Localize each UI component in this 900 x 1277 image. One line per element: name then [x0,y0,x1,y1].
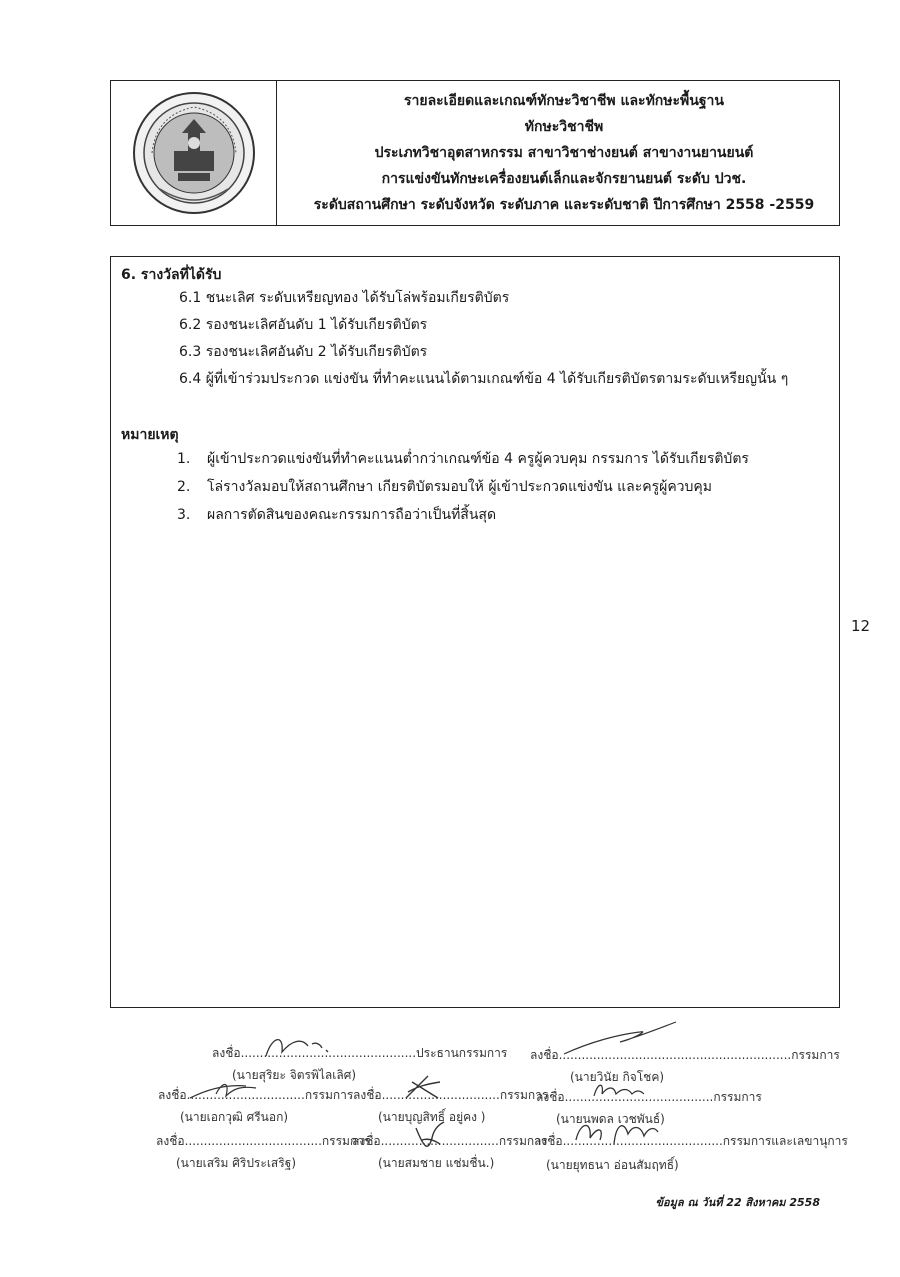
signature-name: (นายยุทธนา อ่อนสัมฤทธิ์) [546,1158,679,1172]
signature-mark-icon [398,1072,448,1106]
header-box [110,80,840,226]
remark-item [177,445,829,473]
signature-line: ลงชื่อ.......................................กรรมการ [536,1090,762,1104]
signature-name: (นายสุริยะ จิตรพิไลเลิศ) [232,1068,357,1082]
remark-number: 3. [177,507,191,523]
remark-item [177,501,829,529]
signature-mark-icon [560,1020,680,1060]
signature-mark-icon [570,1114,662,1154]
header-title-line: ระดับสถานศึกษา ระดับจังหวัด ระดับภาค และระดับชาติ ปีการศึกษา 2558 -2559 [313,197,815,213]
remark-text: โล่รางวัลมอบให้สถานศึกษา เกียรติบัตรมอบให้ ผู้เข้าประกวดแข่งขัน และครูผู้ควบคุม [207,479,713,495]
signature-line: ลงชื่อ..............................................ประธานกรรมการ [212,1046,508,1060]
date-note: ข้อมูล ณ วันที่ 22 สิงหาคม 2558 [655,1196,820,1209]
header-title-line: รายละเอียดและเกณฑ์ทักษะวิชาชีพ และทักษะพื้นฐาน [404,93,724,109]
prize-item: 6.2 รองชนะเลิศอันดับ 1 ได้รับเกียรติบัตร [179,317,428,333]
signature-line: ลงชื่อ..........................................กรรมการและเลขานุการ [534,1134,848,1148]
signature-name: (นายบุญสิทธิ์ อยู่คง ) [378,1110,486,1124]
prize-item: 6.4 ผู้ที่เข้าร่วมประกวด แข่งขัน ที่ทำคะแนนได้ตามเกณฑ์ข้อ 4 ได้รับเกียรติบัตรตามระดับเหรียญนั้น ๆ [179,371,789,387]
signature-name: (นายเอกวุฒิ ศรีนอก) [180,1110,289,1124]
signature-line: ลงชื่อ...............................กรรมการ [353,1088,549,1102]
header-title-line: ประเภทวิชาอุตสาหกรรม สาขาวิชาช่างยนต์ สาขางานยานยนต์ [374,145,754,161]
signature-name: (นายเสริม ศิริประเสริฐ) [176,1156,296,1170]
header-title-line: การแข่งขันทักษะเครื่องยนต์เล็กและจักรยานยนต์ ระดับ ปวช. [381,171,747,187]
content-box [110,256,840,1008]
header-title [277,81,839,225]
signature-line: ลงชื่อ....................................กรรมการ [156,1134,371,1148]
signature-name: (นายสมชาย แช่มชื่น.) [378,1156,495,1170]
remark-text: ผู้เข้าประกวดแข่งขันที่ทำคะแนนต่ำกว่าเกณฑ์ข้อ 4 ครูผู้ควบคุม กรรมการ ได้รับเกียรติบัตร [207,451,749,467]
remark-text: ผลการตัดสินของคณะกรรมการถือว่าเป็นที่สิ้นสุด [207,507,497,523]
signature-mark-icon [588,1076,648,1104]
logo-cell [111,81,277,225]
page-number: 12 [851,617,871,635]
signature-mark-icon [262,1030,332,1064]
remarks-title: หมายเหตุ [121,427,179,443]
remark-item [177,473,829,501]
signature-name: (นายนพดล เวชพันธ์) [556,1112,665,1126]
header-title-line: ทักษะวิชาชีพ [524,119,604,135]
signature-mark-icon [186,1076,266,1106]
signature-area [0,1030,900,1180]
signature-line: ลงชื่อ...............................กรรมการ [158,1088,354,1102]
prizes-title: 6. รางวัลที่ได้รับ [121,267,222,283]
prize-item: 6.1 ชนะเลิศ ระดับเหรียญทอง ได้รับโล่พร้อมเกียรติบัตร [179,290,510,306]
signature-name: (นายวินัย กิจโชค) [570,1070,665,1084]
signature-line: ลงชื่อ...............................กรรมการ [352,1134,548,1148]
seal-logo-icon [130,89,258,217]
signature-mark-icon [410,1118,450,1158]
remark-number: 2. [177,479,191,495]
signature-line: ลงชื่อ.............................................................กรรมการ [530,1048,840,1062]
prize-item: 6.3 รองชนะเลิศอันดับ 2 ได้รับเกียรติบัตร [179,344,428,360]
remark-number: 1. [177,451,191,467]
